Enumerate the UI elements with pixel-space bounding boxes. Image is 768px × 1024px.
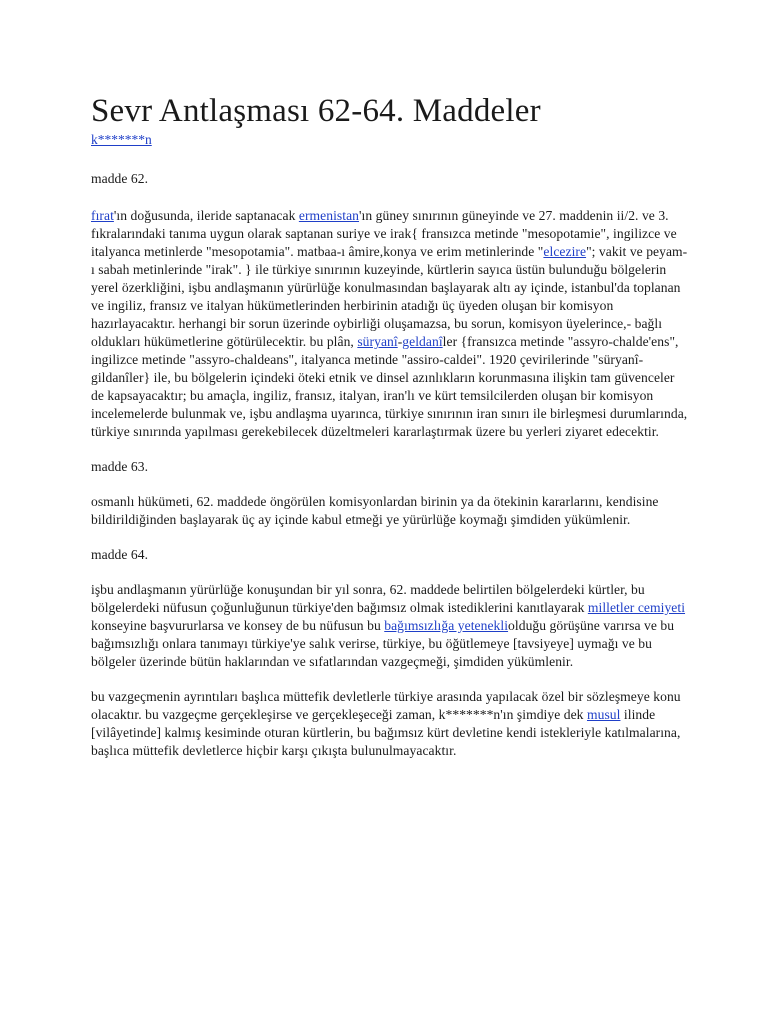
inline-link[interactable]: ermenistan (298, 208, 360, 223)
article-62-heading: madde 62. (91, 171, 149, 186)
article-62-body (91, 207, 688, 441)
text-run: "; vakit ve peyam-ı sabah metinlerinde "irak". } ile türkiye sınırının kuzeyinde, kürtlerin sayıca üstün bulunduğu bölgelerin yerel özerkliğini, işbu andlaşmanın yürürlüğe konulmasından başlayarak altı ay içinde, istanbul'da toplanan ve ingiliz, fransız ve italyan hükümetlerinden herbirinin atadığı üç üyeden oluşan bir komisyon hazırlayacaktır. herhangi bir sorun üzerinde oybirliği oluşamazsa, bu sorun, komisyon üyelerince,- bağlı oldukları hükümetlerine götürülecektir. bu plân, (91, 244, 688, 349)
inline-link[interactable]: bağımsızlığa yetenekli (384, 618, 509, 633)
article-64-heading: madde 64. (91, 547, 149, 562)
inline-link[interactable]: süryanî (357, 334, 398, 349)
text-run: 'ın doğusunda, ileride saptanacak (113, 208, 299, 223)
article-63-heading: madde 63. (91, 459, 149, 474)
text-run: bu vazgeçmenin ayrıntıları başlıca müttefik devletlerle türkiye arasında yapılacak özel bir sözleşmeye konu olacaktır. bu vazgeçme gerçekleşirse ve gerçekleşeceği zaman, k*******n'ın şimdiye dek (91, 689, 681, 722)
article-63-body: osmanlı hükümeti, 62. maddede öngörülen komisyonlardan birinin ya da ötekinin kararlarını, kendisine bildirildiğinden başlayarak üç ay içinde kabul etmeği ye yürürlüğe koymağı şimdiden yükümlenir. (91, 494, 659, 527)
page-title: Sevr Antlaşması 62-64. Maddeler (91, 93, 541, 129)
inline-link[interactable]: milletler cemiyeti (587, 600, 686, 615)
text-run: ler {fransızca metinde "assyro-chalde'ens", ingilizce metinde "assyro-chaldeans", italyanca metinde "assiro-caldei". 1920 çevirilerinde "süryanî-gildanîler} ile, bu bölgelerin içindeki öteki etnik ve dinsel azınlıkların korunmasına ilişkin tam güvenceler de kapsayacaktır; bu amaçla, ingiliz, fransız, italyan, iran'lı ve kürt temsilcilerden oluşan bir komisyon incelemelerde bulunmak ve, işbu andlaşma uyarınca, türkiye sınırının iran sınırı ile birleşmesi durumlarında, türkiye sınırında yapılması gerekebilecek düzeltmeleri kararlaştırmak üzere bu yerleri ziyaret edecektir. (91, 334, 688, 439)
text-run: işbu andlaşmanın yürürlüğe konuşundan bir yıl sonra, 62. maddede belirtilen bölgelerdeki kürtler, bu bölgelerdeki nüfusun çoğunluğunun türkiye'den bağımsız olmak istediklerini kanıtlayarak (91, 582, 645, 615)
text-run: - (397, 334, 403, 349)
inline-link[interactable]: fırat (91, 208, 114, 223)
author-link[interactable]: k*******n (91, 132, 152, 147)
closing-paragraph (91, 688, 688, 760)
inline-link[interactable]: geldanî (402, 334, 443, 349)
text-run: ilinde [vilâyetinde] kalmış kesiminde oturan kürtlerin, bu bağımsız kürt devletine kendi istekleriyle katılmalarına, başlıca müttefik devletlerce hiçbir karşı çıkışta bulunulmayacaktır. (91, 707, 681, 758)
text-run: konseyine başvururlarsa ve konsey de bu nüfusun bu (91, 618, 385, 633)
text-run: 'ın güney sınırının güneyinde ve 27. maddenin ii/2. ve 3. fıkralarındaki tanıma uygun olarak saptanan suriye ve irak{ fransızca metinde "mesopotamie", ingilizce ve italyanca metinlerde "mesopotamia". matbaa-ı âmire,konya ve erim metinlerinde " (91, 208, 677, 259)
inline-link[interactable]: musul (586, 707, 621, 722)
inline-link[interactable]: elcezire (543, 244, 587, 259)
article-64-body (91, 581, 688, 671)
text-run: olduğu görüşüne varırsa ve bu bağımsızlığı onlara tanımayı türkiye'ye salık verirse, türkiye, bu öğütlemeye [tavsiyeye] uymağı ve bu bölgeler üzerinde bütün haklarından ve sıfatlarından vazgeçmeği, şimdiden yükümlenir. (91, 618, 675, 669)
